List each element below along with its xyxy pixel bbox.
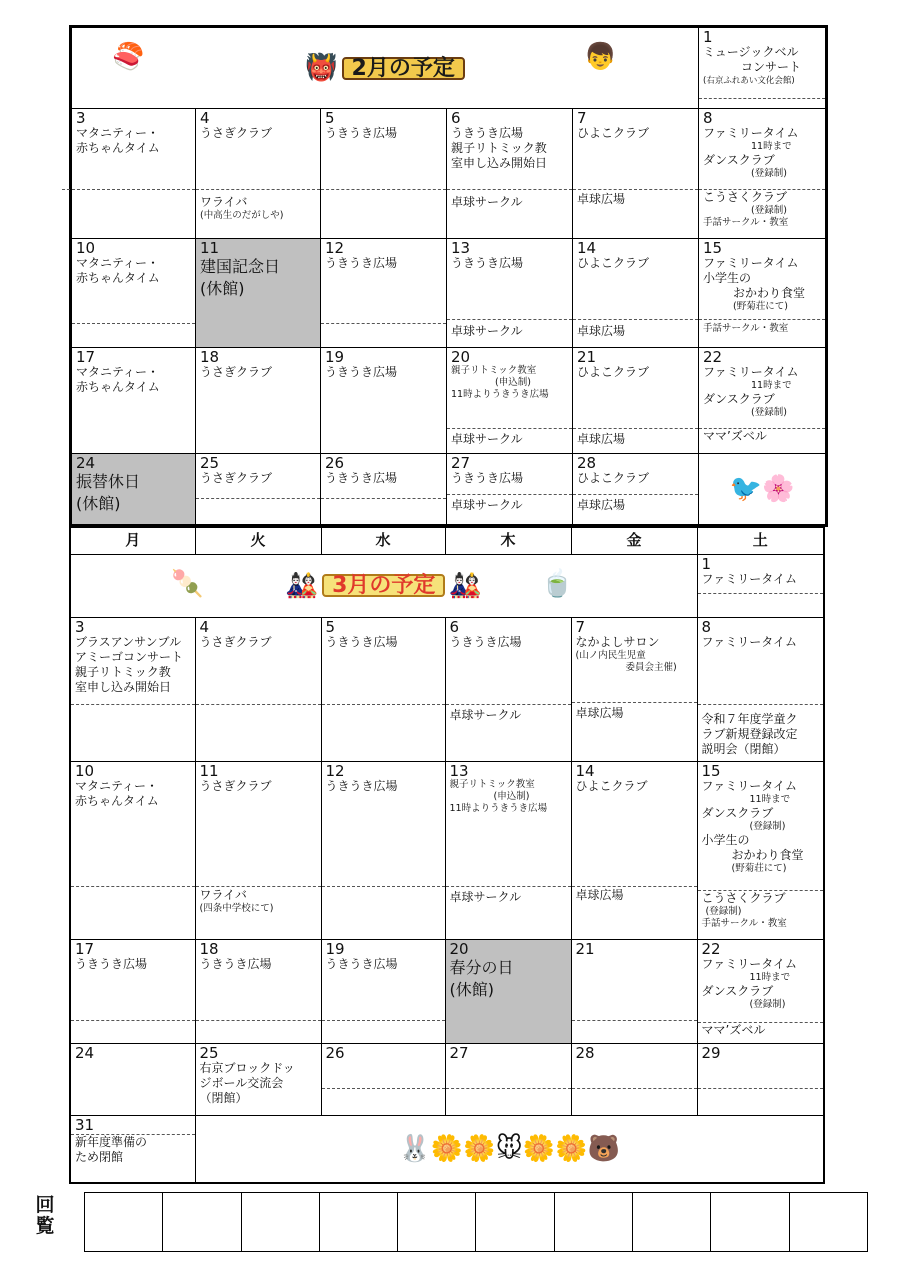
- feb-bird-illustration: [699, 454, 827, 526]
- mar-day-31: 31 新年度準備の ため閉館: [70, 1115, 195, 1183]
- teapot-icon: 🍵: [541, 568, 574, 599]
- mar-day-22: 22 ファミリータイム 11時まで ダンスクラブ (登録制) ママ’ズベル: [697, 939, 824, 1043]
- mar-day-27: 27: [445, 1043, 571, 1115]
- mar-day-20-holiday: 20 春分の日 (休館): [445, 939, 571, 1043]
- feb-day-11-holiday: 11 建国記念日 (休館): [196, 239, 321, 348]
- feb-day-15: 15 ファミリータイム 小学生の おかわり食堂 (野菊荘にて) 手話サークル・教室: [699, 239, 827, 348]
- stamp-box: [554, 1193, 632, 1252]
- stamp-box: [398, 1193, 476, 1252]
- feb-day-10: 10 マタニティー・ 赤ちゃんタイム: [71, 239, 196, 348]
- stamp-box: [789, 1193, 867, 1252]
- mar-day-4: 4 うさぎクラブ: [195, 617, 321, 761]
- stamp-box: [476, 1193, 554, 1252]
- feb-day-7: 7 ひよこクラブ 卓球広場: [573, 109, 699, 239]
- weekday-fri: 金: [571, 527, 697, 554]
- feb-day-17: 17 マタニティー・ 赤ちゃんタイム: [71, 348, 196, 454]
- feb-day-14: 14 ひよこクラブ 卓球広場: [573, 239, 699, 348]
- mar-day-15: 15 ファミリータイム 11時まで ダンスクラブ (登録制) 小学生の おかわり食堂 (野菊荘にて) こうさくクラブ (登録制) 手話サークル・教室: [697, 761, 824, 939]
- feb-day-25: 25 うさぎクラブ: [196, 454, 321, 526]
- stamp-box: [85, 1193, 163, 1252]
- mar-day-6: 6 うきうき広場 卓球サークル: [445, 617, 571, 761]
- stamp-box: [711, 1193, 789, 1252]
- weekday-wed: 水: [321, 527, 445, 554]
- mar-day-3: 3 ブラスアンサンブル アミーゴコンサート 親子リトミック教 室申し込み開始日: [70, 617, 195, 761]
- mar-day-7: 7 なかよしサロン (山ノ内民生児童 委員会主催) 卓球広場: [571, 617, 697, 761]
- hina-doll-icon-2: 🎎: [449, 570, 482, 601]
- february-calendar: [69, 25, 828, 527]
- march-calendar: [69, 526, 825, 1184]
- mar-day-10: 10 マタニティー・ 赤ちゃんタイム: [70, 761, 195, 939]
- feb-day-18: 18 うさぎクラブ: [196, 348, 321, 454]
- hina-arare-icon: 🍡: [171, 568, 204, 599]
- rabbit-bear-flowers-icon: 🐰🌼🌼🐭🌼🌼🐻: [398, 1133, 620, 1164]
- feb-day-4: 4 うさぎクラブ ワライバ (中高生のだがしや): [196, 109, 321, 239]
- feb-day-22: 22 ファミリータイム 11時まで ダンスクラブ (登録制) ママ’ズベル: [699, 348, 827, 454]
- mar-day-21: 21: [571, 939, 697, 1043]
- mar-day-14: 14 ひよこクラブ 卓球広場: [571, 761, 697, 939]
- mar-day-24: 24: [70, 1043, 195, 1115]
- stamp-box: [163, 1193, 241, 1252]
- feb-day-6: 6 うきうき広場 親子リトミック教 室申し込み開始日 卓球サークル: [447, 109, 573, 239]
- kairan-label: 回覧: [35, 1194, 55, 1237]
- stamp-box: [319, 1193, 397, 1252]
- feb-day-27: 27 うきうき広場 卓球サークル: [447, 454, 573, 526]
- feb-day-12: 12 うきうき広場: [321, 239, 447, 348]
- mar-day-18: 18 うきうき広場: [195, 939, 321, 1043]
- mar-day-19: 19 うきうき広場: [321, 939, 445, 1043]
- feb-day-3: 3 マタニティー・ 赤ちゃんタイム: [71, 109, 196, 239]
- march-header: [70, 554, 697, 617]
- february-header: [71, 27, 699, 109]
- kairan-stamp-grid: [84, 1192, 868, 1252]
- mar-day-1: 1 ファミリータイム: [697, 554, 824, 617]
- feb-day-5: 5 うきうき広場: [321, 109, 447, 239]
- ehomaki-sushi-icon: 🍣: [112, 42, 145, 72]
- feb-day-24-holiday: 24 振替休日 (休館): [71, 454, 196, 526]
- mar-day-13: 13 親子リトミック教室 (申込制) 11時よりうきうき広場 卓球サークル: [445, 761, 571, 939]
- feb-day-28: 28 ひよこクラブ 卓球広場: [573, 454, 699, 526]
- mar-day-26: 26: [321, 1043, 445, 1115]
- feb-day-19: 19 うきうき広場: [321, 348, 447, 454]
- stamp-box: [241, 1193, 319, 1252]
- hina-doll-icon: 🎎: [285, 570, 319, 601]
- february-title: 2月の予定: [342, 57, 465, 80]
- mar-day-28: 28: [571, 1043, 697, 1115]
- mar-day-5: 5 うきうき広場: [321, 617, 445, 761]
- weekday-thu: 木: [445, 527, 571, 554]
- march-title: 3月の予定: [322, 574, 445, 597]
- feb-day-1: 1 ミュージックベル コンサート (右京ふれあい文化会館): [699, 27, 827, 109]
- weekday-mon: 月: [70, 527, 195, 554]
- mar-day-11: 11 うさぎクラブ ワライバ (四条中学校にて): [195, 761, 321, 939]
- children-setsubun-icon: 👦: [584, 42, 617, 72]
- mar-day-25: 25 右京ブロックドッ ジボール交流会 （閉館）: [195, 1043, 321, 1115]
- feb-day-21: 21 ひよこクラブ 卓球広場: [573, 348, 699, 454]
- feb-day-26: 26 うきうき広場: [321, 454, 447, 526]
- weekday-sat: 土: [697, 527, 824, 554]
- stamp-box: [633, 1193, 711, 1252]
- mar-day-12: 12 うきうき広場: [321, 761, 445, 939]
- bird-plum-blossom-icon: 🐦🌸: [729, 474, 795, 504]
- spring-illustration: [195, 1115, 824, 1183]
- mar-day-17: 17 うきうき広場: [70, 939, 195, 1043]
- oni-demon-icon: 👹: [305, 53, 338, 83]
- feb-day-8: 8 ファミリータイム 11時まで ダンスクラブ (登録制) こうさくクラブ (登録制) 手話サークル・教室: [699, 109, 827, 239]
- mar-day-8: 8 ファミリータイム 令和７年度学童ク ラブ新規登録改定 説明会（閉館）: [697, 617, 824, 761]
- weekday-tue: 火: [195, 527, 321, 554]
- feb-day-20: 20 親子リトミック教室 (申込制) 11時よりうきうき広場 卓球サークル: [447, 348, 573, 454]
- mar-day-29: 29: [697, 1043, 824, 1115]
- feb-day-13: 13 うきうき広場 卓球サークル: [447, 239, 573, 348]
